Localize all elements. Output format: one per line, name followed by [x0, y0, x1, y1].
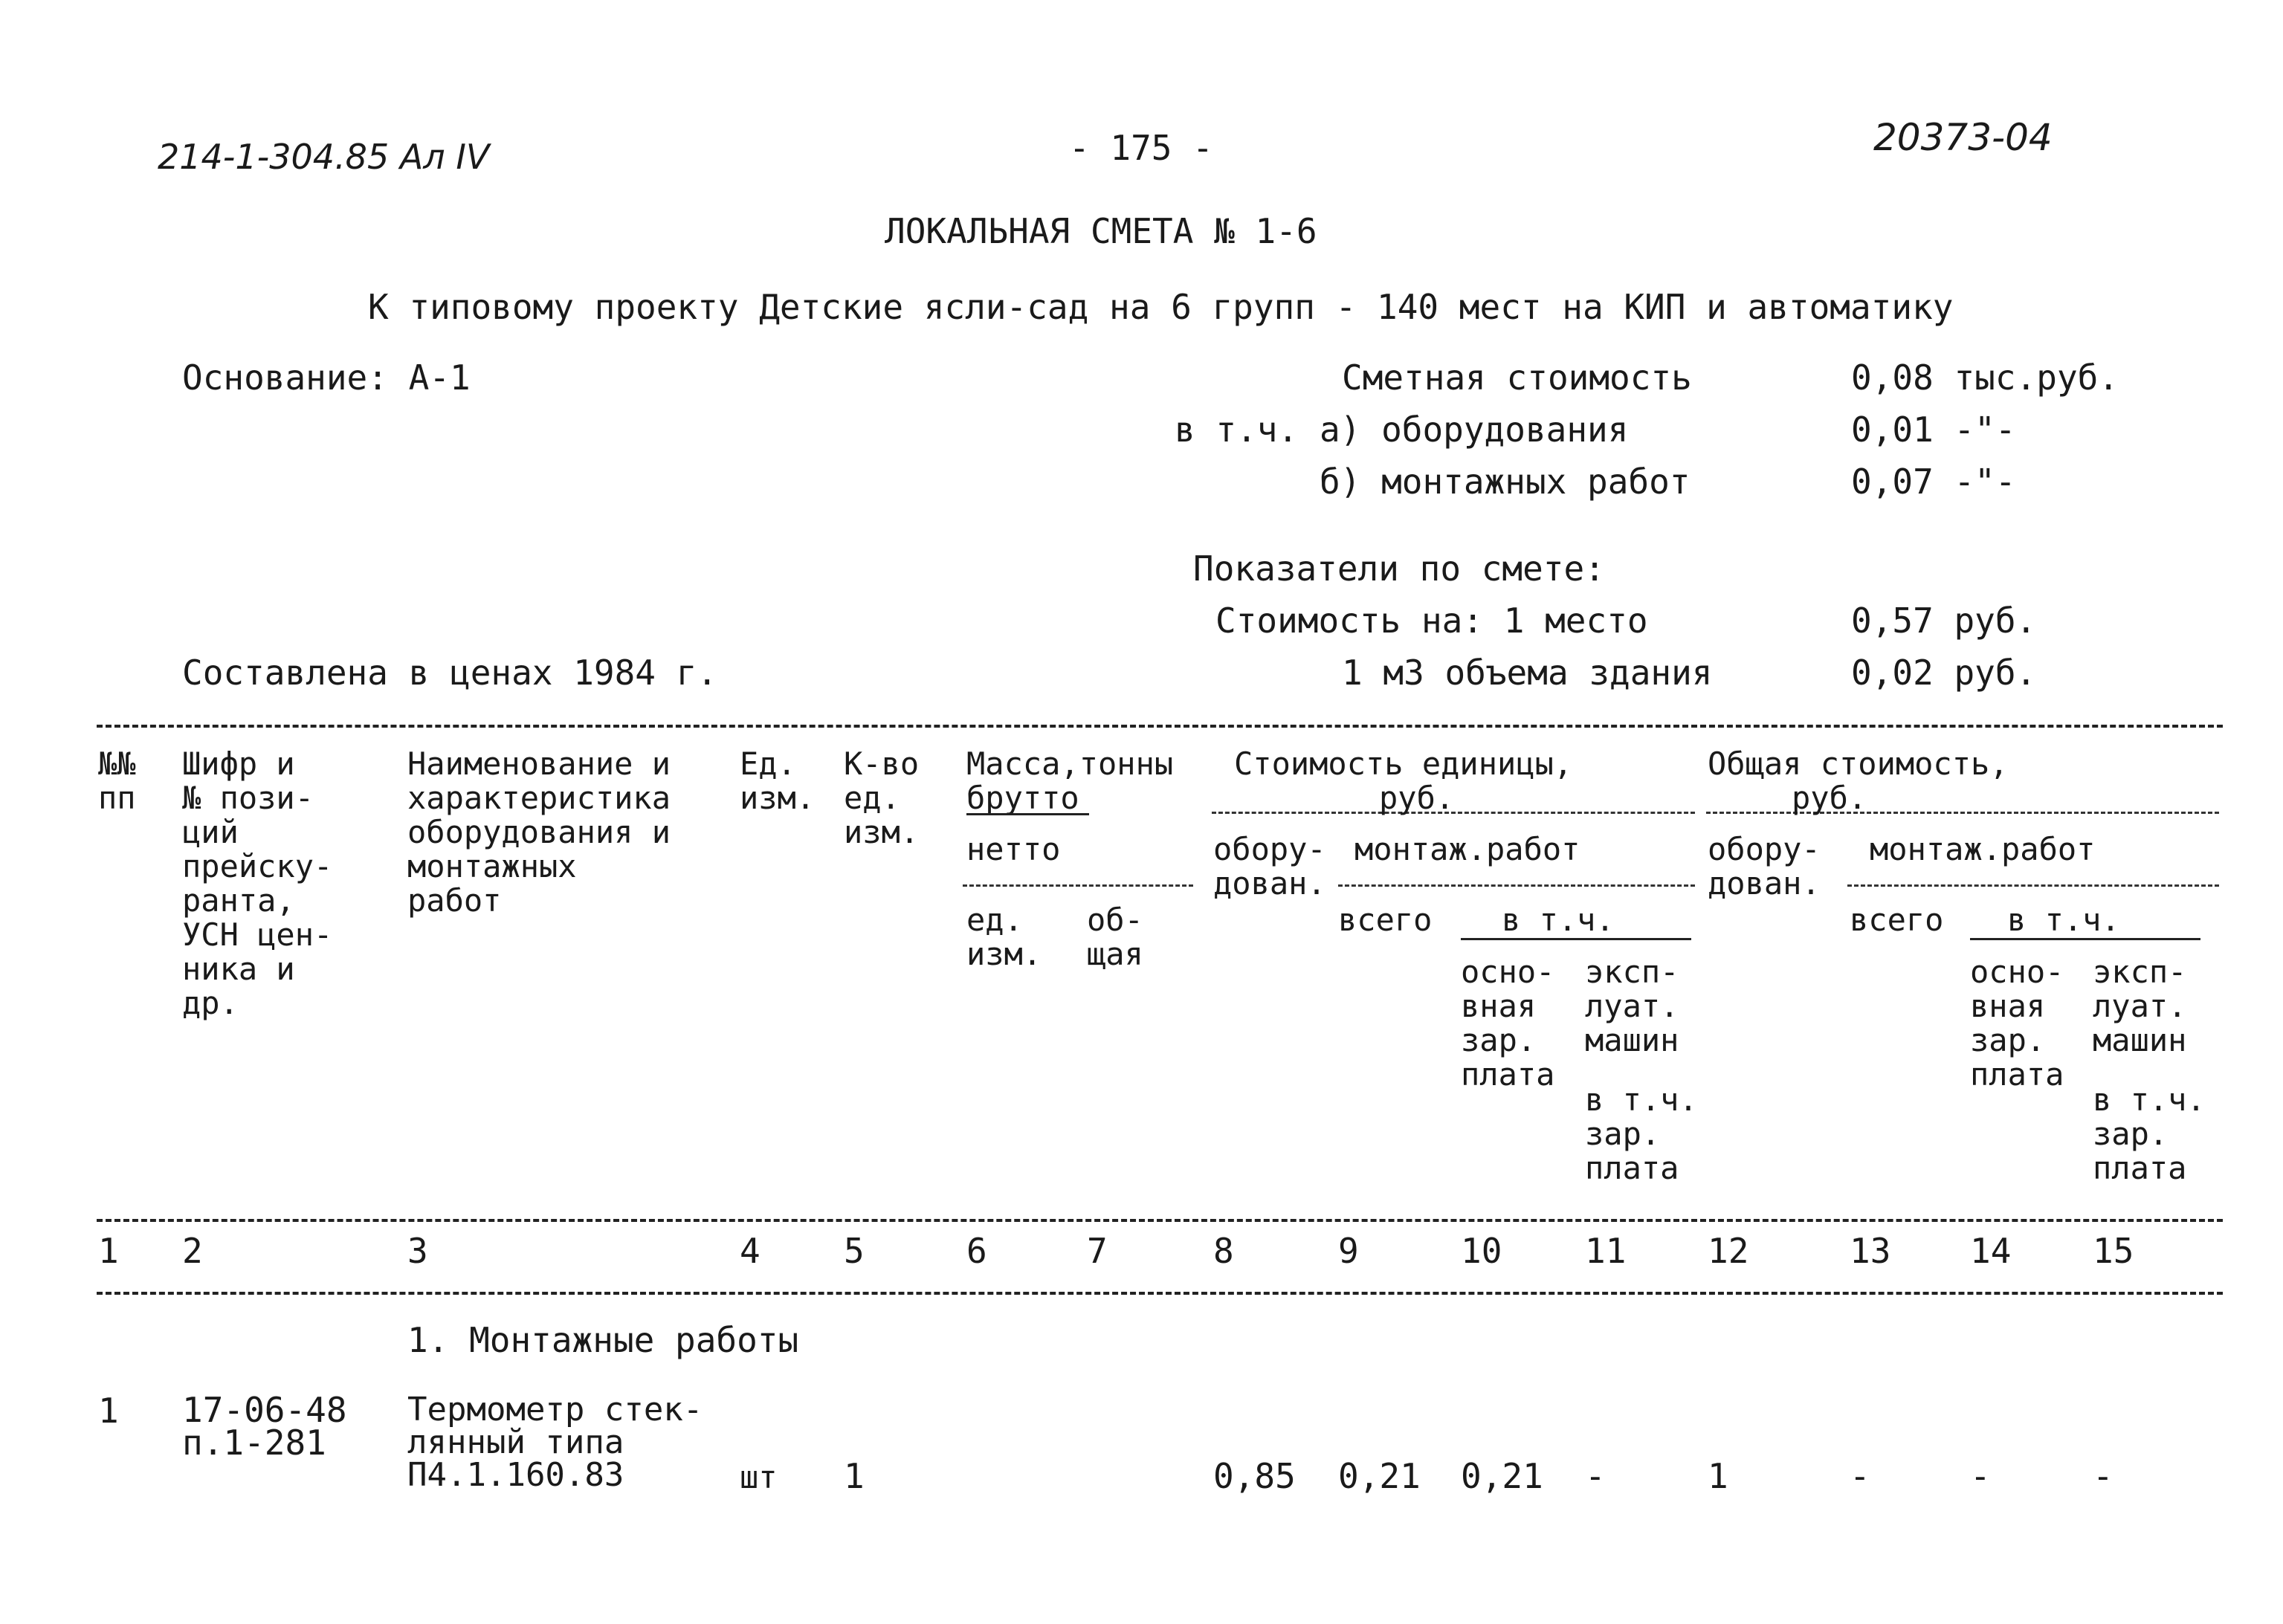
cost-per-m3-label: 1 м3 объема здания	[1342, 653, 1713, 693]
installation-cost-label: б) монтажных работ	[1320, 462, 1691, 502]
prices-note: Составлена в ценах 1984 г.	[182, 653, 718, 693]
header-mass-total: об- щая	[1087, 902, 1143, 972]
column-number-14: 14	[1970, 1231, 2012, 1271]
row1-name: Термометр стек- лянный типа П4.1.160.83	[407, 1391, 703, 1494]
header-total-total: всего	[1850, 902, 1944, 938]
cost-per-place-label: Стоимость на: 1 место	[1215, 601, 1648, 641]
header-quantity: К-во ед. изм.	[844, 745, 920, 850]
row1-total-wage: -	[1970, 1456, 1991, 1496]
unit-including-underline	[1461, 938, 1691, 940]
estimated-cost-label: Сметная стоимость	[1342, 358, 1692, 398]
archive-number: 20373-04	[1873, 116, 2053, 159]
estimated-cost-value: 0,08 тыс.руб.	[1851, 358, 2119, 398]
header-row-number: №№ пп	[98, 745, 136, 816]
brutto-underline	[966, 813, 1089, 815]
unit-install-divider	[1338, 884, 1695, 887]
basis: Основание: А-1	[182, 358, 471, 398]
header-code: Шифр и № пози- ций прейску- ранта, УСН цен- ника и др.	[182, 745, 333, 1021]
header-unit-cost-title: Стоимость единицы,	[1234, 745, 1573, 782]
header-total-equipment: обору- дован.	[1708, 831, 1821, 902]
total-cost-divider	[1706, 812, 2219, 814]
column-number-2: 2	[182, 1231, 203, 1271]
column-number-6: 6	[966, 1231, 987, 1271]
equipment-cost-label: а) оборудования	[1320, 410, 1629, 450]
header-unit-machines: эксп- луат. машин	[1585, 954, 1679, 1058]
mass-divider	[963, 884, 1193, 887]
header-total-cost-title: Общая стоимость,	[1708, 745, 2009, 782]
document-title: ЛОКАЛЬНАЯ СМЕТА № 1-6	[885, 211, 1317, 251]
column-number-11: 11	[1585, 1231, 1627, 1271]
column-number-9: 9	[1338, 1231, 1359, 1271]
column-number-5: 5	[844, 1231, 865, 1271]
equipment-cost-value: 0,01 -"-	[1851, 410, 2016, 450]
column-number-10: 10	[1461, 1231, 1502, 1271]
header-total-machines: эксп- луат. машин	[2093, 954, 2187, 1058]
row1-unit-total: 0,21	[1338, 1456, 1421, 1496]
row1-number: 1	[98, 1391, 119, 1431]
header-total-wage: осно- вная зар. плата	[1970, 954, 2064, 1093]
header-total-cost-rub: руб.	[1792, 780, 1867, 816]
column-number-13: 13	[1850, 1231, 1891, 1271]
row1-total-equipment: 1	[1708, 1456, 1728, 1496]
document-subtitle: К типовому проекту Детские ясли-сад на 6 групп - 140 мест на КИП и автоматику	[368, 287, 1954, 327]
column-number-4: 4	[740, 1231, 761, 1271]
header-total-including: в т.ч.	[2007, 902, 2120, 938]
row1-unit-equipment: 0,85	[1213, 1456, 1296, 1496]
header-unit: Ед. изм.	[740, 745, 816, 816]
header-total-machines-wage: в т.ч. зар. плата	[2093, 1081, 2206, 1186]
row1-code: 17-06-48 п.1-281	[182, 1390, 347, 1463]
header-unit-machines-wage: в т.ч. зар. плата	[1585, 1081, 1698, 1186]
including-label: в т.ч.	[1175, 410, 1299, 450]
header-unit-wage: осно- вная зар. плата	[1461, 954, 1555, 1093]
column-number-3: 3	[407, 1231, 428, 1271]
cost-per-m3-value: 0,02 руб.	[1851, 653, 2037, 693]
section-title: 1. Монтажные работы	[407, 1320, 799, 1360]
column-number-8: 8	[1213, 1231, 1234, 1271]
page-number: - 175 -	[1069, 128, 1213, 168]
row1-unit: шт	[740, 1459, 778, 1495]
column-number-15: 15	[2093, 1231, 2134, 1271]
cost-per-place-value: 0,57 руб.	[1851, 601, 2037, 641]
column-numbers-top-rule	[97, 1219, 2223, 1222]
row1-unit-wage: 0,21	[1461, 1456, 1543, 1496]
header-unit-installation: монтаж.работ	[1354, 831, 1580, 867]
column-number-12: 12	[1708, 1231, 1749, 1271]
header-unit-including: в т.ч.	[1502, 902, 1615, 938]
header-unit-total: всего	[1338, 902, 1433, 938]
row1-unit-machines: -	[1585, 1456, 1606, 1496]
row1-quantity: 1	[844, 1456, 865, 1496]
document-code: 214-1-304.85 Ал IV	[158, 137, 490, 177]
header-mass-netto: нетто	[966, 831, 1061, 867]
row1-total-machines: -	[2093, 1456, 2114, 1496]
total-including-underline	[1970, 938, 2200, 940]
header-total-installation: монтаж.работ	[1870, 831, 2096, 867]
column-number-7: 7	[1087, 1231, 1108, 1271]
indicators-title: Показатели по смете:	[1193, 549, 1605, 589]
table-top-rule	[97, 725, 2223, 728]
header-mass-brutto: брутто	[966, 780, 1079, 816]
installation-cost-value: 0,07 -"-	[1851, 462, 2016, 502]
header-unit-equipment: обору- дован.	[1213, 831, 1326, 902]
total-install-divider	[1847, 884, 2219, 887]
column-numbers-bottom-rule	[97, 1292, 2223, 1295]
row1-total-total: -	[1850, 1456, 1870, 1496]
header-name: Наименование и характеристика оборудования и монтажных работ	[407, 745, 671, 919]
header-unit-cost-rub: руб.	[1379, 780, 1455, 816]
header-mass-per-unit: ед. изм.	[966, 902, 1042, 972]
column-number-1: 1	[98, 1231, 119, 1271]
header-mass-title: Масса,тонны	[966, 745, 1174, 782]
